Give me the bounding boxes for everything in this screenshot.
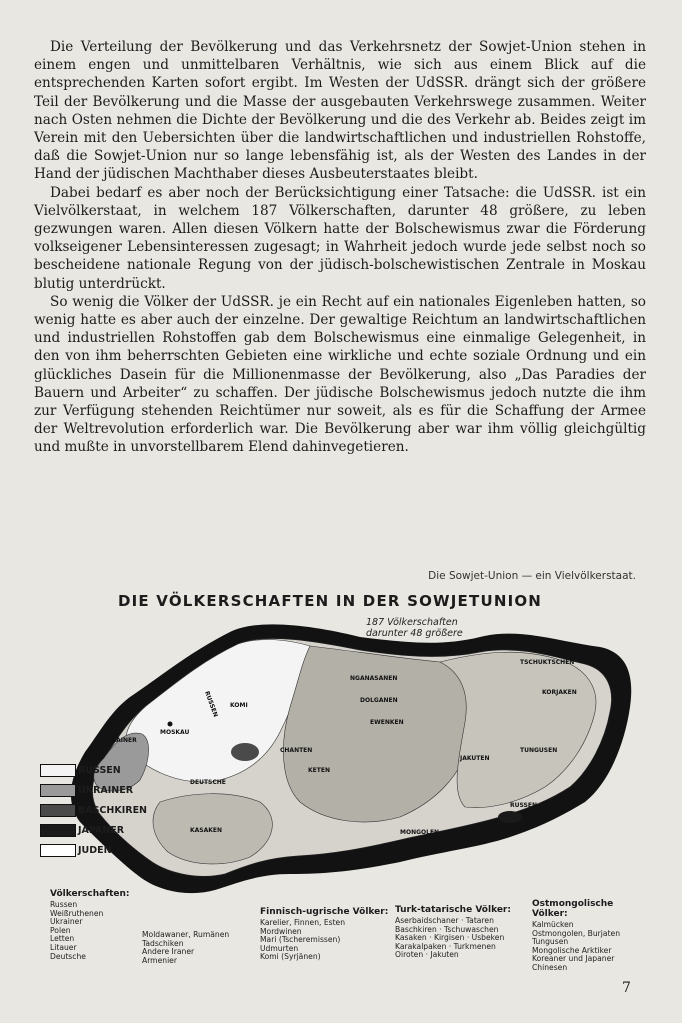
- paragraph-1: Die Verteilung der Bevölkerung und das Verkehrsnetz der Sowjet-Union stehen in einem engen und unmittelbaren Verhältnis, wie sich aus einem Blick auf die entsprechenden Karten sofort ergibt. Im Westen der UdSSR. drängt sich der größere Teil der Bevölkerung und die Masse der ausgebauten Verkehrswege zusammen. Weiter nach Osten nehmen die Dichte der Bevölkerung und die des Verkehr ab. Beides zeigt im Verein mit den Uebersichten über die landwirtschaftlichen und industriellen Rohstoffe, daß die Sowjet-Union nur so lange lebensfähig ist, als der Westen des Landes in der Hand der jüdischen Machthaber dieses Ausbeuterstaates bleibt.: [34, 39, 646, 183]
- region-deutsche: DEUTSCHE: [190, 779, 226, 786]
- people-item: Polen: [50, 925, 71, 935]
- people-item: Baschkiren · Tschuwaschen: [395, 924, 499, 934]
- people-item: Chinesen: [532, 962, 568, 972]
- people-item: Armenier: [142, 955, 177, 965]
- legend-swatch-japaner: [40, 824, 76, 837]
- region-tungusen: TUNGUSEN: [520, 747, 558, 754]
- paragraph-2: Dabei bedarf es aber noch der Berücksichtigung einer Tatsache: die UdSSR. ist ein Vielvölkerstaat, in welchem 187 Völkerschaften, darunter 48 größere, zu leben gezwungen waren. Allen diesen Völkern hatte der Bolschewismus zwar die Förderung volkseigener Lebensinteressen zugesagt; in Wahrheit jedoch wurde jede selbst noch so bescheidene nationale Regung von der jüdisch-bolschewistischen Zentrale in Moskau blutig unterdrückt.: [34, 184, 646, 292]
- region-ewenken: EWENKEN: [370, 719, 404, 726]
- zone-baschkiren: [231, 743, 259, 761]
- map-caption: Die Sowjet-Union — ein Vielvölkerstaat.: [428, 570, 636, 582]
- region-ukrainer: UKRAINER: [102, 737, 137, 744]
- region-russen-east: RUSSEN: [510, 802, 537, 809]
- region-chanten: CHANTEN: [280, 747, 313, 754]
- region-dolganen: DOLGANEN: [360, 697, 398, 704]
- people-item: Tadschiken: [142, 938, 184, 948]
- group-voelkerschaften-b: [142, 931, 229, 965]
- zone-japaner: [498, 811, 522, 823]
- group-title-voelkerschaften: Völkerschaften:: [50, 889, 130, 899]
- region-moskau: MOSKAU: [160, 729, 190, 736]
- people-item: Udmurten: [260, 943, 299, 953]
- people-item: Kasaken · Kirgisen · Usbeken: [395, 933, 505, 943]
- people-item: Mordwinen: [260, 926, 302, 936]
- legend-ukrainer: [40, 780, 147, 800]
- group-title-finnisch-ugrisch: Finnisch-ugrische Völker:: [260, 907, 389, 917]
- people-item: Oiroten · Jakuten: [395, 950, 459, 960]
- page-number: 7: [622, 980, 631, 996]
- people-item: Andere Iraner: [142, 947, 195, 957]
- people-item: Koreaner und Japaner: [532, 954, 615, 964]
- people-item: Karelier, Finnen, Esten: [260, 918, 346, 927]
- people-item: Litauer: [50, 942, 77, 952]
- legend-swatch-juden: [40, 844, 76, 857]
- group-title-turk-tatarisch: Turk-tatarische Völker:: [395, 905, 511, 915]
- people-item: Deutsche: [50, 951, 86, 961]
- body-text: [34, 38, 646, 457]
- region-nganasanen: NGANASANEN: [350, 675, 398, 682]
- region-tschuktschen: TSCHUKTSCHEN: [520, 659, 575, 666]
- map-note-line-1: 187 Völkerschaften: [366, 617, 458, 628]
- people-item: Komi (Syrjänen): [260, 952, 321, 962]
- group-title-ostmongolisch: Ostmongolische Völker:: [532, 899, 614, 919]
- group-finnisch-ugrisch: [260, 907, 388, 962]
- people-item: Aserbaidschaner · Tataren: [395, 916, 494, 925]
- region-russen-west: RUSSEN: [203, 690, 219, 719]
- region-keten: KETEN: [308, 767, 330, 774]
- group-voelkerschaften: [50, 889, 130, 961]
- people-item: Letten: [50, 934, 75, 944]
- map-title: DIE VÖLKERSCHAFTEN IN DER SOWJETUNION: [118, 592, 543, 610]
- paragraph-3: So wenig die Völker der UdSSR. je ein Recht auf ein nationales Eigenleben hatten, so wenig hatte es aber auch der einzelne. Der gewaltige Reichtum an landwirtschaftlichen und industriellen Rohstoffen gab dem Bolschewismus eine einmalige Gelegenheit, in den von ihm beherrschten Gebieten eine wirkliche und echte soziale Ordnung und ein glückliches Dasein für die Millionenmasse der Bevölkerung, also „Das Paradies der Bauern und Arbeiter“ zu schaffen. Der jüdische Bolschewismus jedoch nutzte die ihm zur Verfügung stehenden Reichtümer nur soweit, als es für die Schaffung der Armee der Weltrevolution erforderlich war. Die Bevölkerung aber war ihm völlig gleichgültig und mußte in unvorstellbarem Elend dahinvegetieren.: [34, 293, 646, 456]
- legend-juden: [40, 840, 147, 860]
- map-note-line-2: darunter 48 größere: [366, 628, 463, 639]
- people-item: Moldawaner, Rumänen: [142, 930, 230, 939]
- region-jakuten: JAKUTEN: [460, 755, 490, 762]
- legend-swatch-ukrainer: [40, 784, 76, 797]
- legend-japaner: [40, 820, 147, 840]
- region-korjaken: KORJAKEN: [542, 689, 577, 696]
- legend-swatch-russen: [40, 764, 76, 777]
- legend-label-baschkiren: BASCHKIREN: [78, 804, 148, 816]
- legend-baschkiren: [40, 800, 147, 820]
- region-mongolen: MONGOLEN: [400, 829, 440, 836]
- legend-swatch-baschkiren: [40, 804, 76, 817]
- region-kasaken: KASAKEN: [190, 827, 223, 834]
- group-turk-tatarisch: [395, 905, 511, 960]
- group-ostmongolisch: [532, 899, 650, 973]
- region-komi: KOMI: [230, 702, 248, 709]
- people-item: Weißruthenen: [50, 908, 104, 918]
- people-item: Russen: [50, 900, 78, 909]
- people-item: Tungusen: [532, 937, 569, 947]
- legend-russen: [40, 760, 147, 780]
- people-item: Karakalpaken · Turkmenen: [395, 941, 496, 951]
- legend-label-russen: RUSSEN: [78, 764, 121, 776]
- people-item: Ostmongolen, Burjaten: [532, 928, 621, 938]
- legend-label-ukrainer: UKRAINER: [78, 784, 134, 796]
- people-item: Mongolische Arktiker: [532, 945, 612, 955]
- city-moskau-dot: [168, 722, 173, 727]
- legend-label-juden: JUDEN: [78, 844, 112, 856]
- legend-label-japaner: JAPANER: [78, 824, 125, 836]
- people-item: Mari (Tscheremissen): [260, 935, 341, 945]
- people-item: Ukrainer: [50, 917, 83, 927]
- people-item: Kalmücken: [532, 920, 574, 929]
- map-legend: [40, 760, 147, 860]
